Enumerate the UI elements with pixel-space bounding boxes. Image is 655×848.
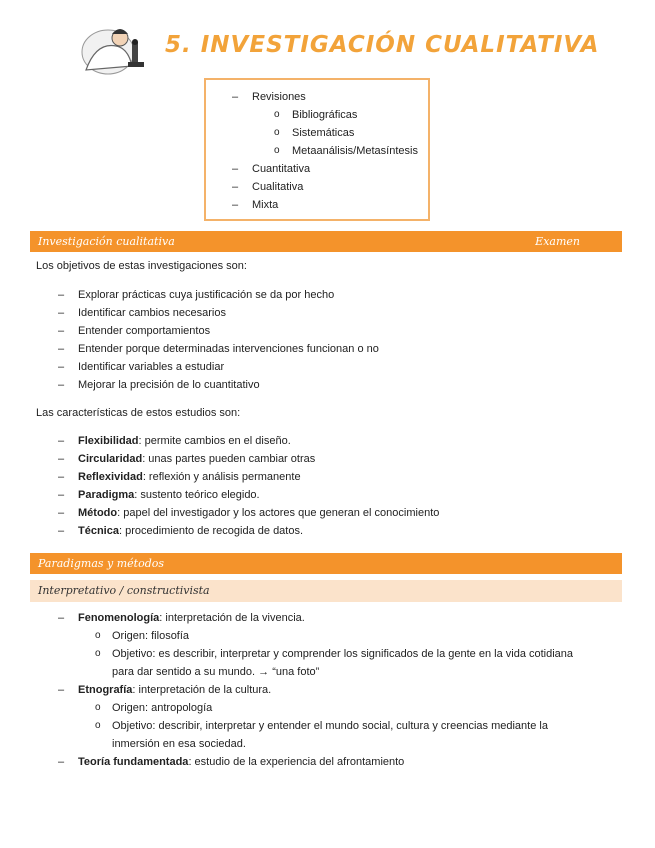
objectives-list [36,286,616,394]
definition: : permite cambios en el diseño. [138,435,291,447]
list-item [36,609,616,627]
scientist-microscope-icon [76,22,156,80]
list-item [36,468,616,486]
term: Paradigma [78,489,135,501]
toc-item: – Mixta [206,196,428,214]
toc-item: – Revisiones [206,88,428,106]
sub-list-item [36,645,616,681]
definition: : papel del investigador y los actores que generan el conocimiento [117,507,440,519]
list-item [36,504,616,522]
sub-list-item: o Origen: filosofía [36,627,616,645]
objective-text: Objetivo: describir, interpretar y entender el mundo social, cultura y creencias mediante la [112,720,548,732]
definition: : reflexión y análisis permanente [142,471,301,483]
list-item: – Entender porque determinadas intervenciones funcionan o no [36,340,616,358]
section-title: Paradigmas y métodos [38,557,165,570]
toc-item: – Cualitativa [206,178,428,196]
objective-text-cont: inmersión en esa sociedad. [112,738,246,750]
page-title: 5. INVESTIGACIÓN CUALITATIVA [165,32,600,58]
objective-text: Objetivo: es describir, interpretar y comprender los significados de la gente en la vida cotidiana [112,648,574,660]
term: Técnica [78,525,119,537]
exam-tag: Examen [535,235,580,248]
list-item [36,753,616,771]
list-item [36,681,616,699]
term: Circularidad [78,453,143,465]
page-header [70,18,630,80]
definition: : interpretación de la vivencia. [159,612,305,624]
paradigms-list [36,609,616,771]
list-item: – Mejorar la precisión de lo cuantitativo [36,376,616,394]
term: Fenomenología [78,612,160,624]
list-item [36,522,616,540]
list-item: – Explorar prácticas cuya justificación se da por hecho [36,286,616,304]
toc-subitem: o Metaanálisis/Metasíntesis [206,142,428,160]
objectives-intro: Los objetivos de estas investigaciones son: [36,260,247,272]
toc-item: – Cuantitativa [206,160,428,178]
table-of-contents [204,78,430,221]
list-item: – Identificar variables a estudiar [36,358,616,376]
definition: : interpretación de la cultura. [132,684,272,696]
definition: : procedimiento de recogida de datos. [118,525,304,537]
definition: : sustento teórico elegido. [134,489,260,501]
term: Teoría fundamentada [78,756,189,768]
term: Reflexividad [78,471,143,483]
objective-text-cont: para dar sentido a su mundo. → “una foto” [112,666,320,678]
section-header-paradigmas [30,553,622,574]
toc-subitem: o Bibliográficas [206,106,428,124]
sub-list-item [36,717,616,753]
toc-subitem: o Sistemáticas [206,124,428,142]
list-item: – Identificar cambios necesarios [36,304,616,322]
term: Método [78,507,118,519]
subsection-header [30,580,622,602]
list-item [36,450,616,468]
section-header-investigacion [30,231,622,252]
list-item [36,486,616,504]
sub-list-item: o Origen: antropología [36,699,616,717]
subsection-title: Interpretativo / constructivista [38,584,210,597]
definition: : estudio de la experiencia del afrontamiento [188,756,405,768]
term: Etnografía [78,684,133,696]
characteristics-intro: Las características de estos estudios son: [36,407,241,419]
section-title: Investigación cualitativa [38,235,175,248]
characteristics-list [36,432,616,540]
list-item: – Entender comportamientos [36,322,616,340]
definition: : unas partes pueden cambiar otras [142,453,316,465]
list-item [36,432,616,450]
term: Flexibilidad [78,435,139,447]
